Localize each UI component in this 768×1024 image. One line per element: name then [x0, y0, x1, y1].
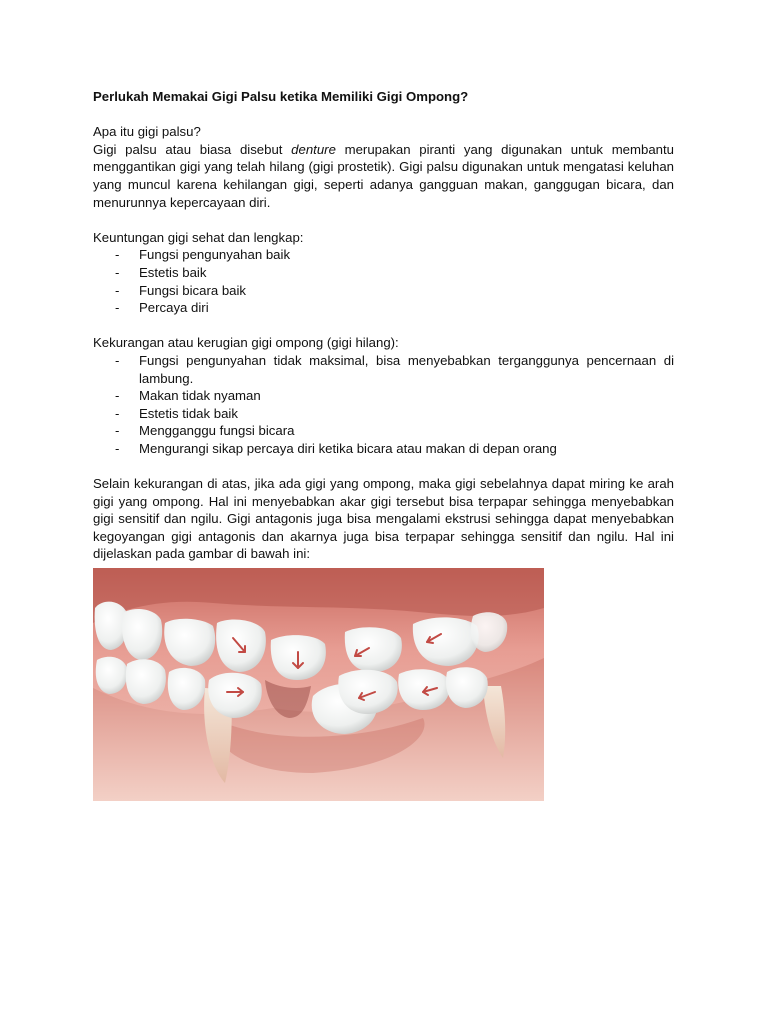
list-item: - Fungsi pengunyahan baik [93, 246, 674, 264]
list-item: - Percaya diri [93, 299, 674, 317]
definition-paragraph: Gigi palsu atau biasa disebut denture merupakan piranti yang digunakan untuk membantu menggantikan gigi yang telah hilang (gigi prostetik). Gigi palsu digunakan untuk mengatasi keluhan yang muncul karena kehilangan gigi, seperti adanya gangguan makan, ganggugan bicara, dan menurunnya kepercayaan diri. [93, 141, 674, 210]
list-item: - Estetis tidak baik [93, 405, 674, 423]
closing-paragraph: Selain kekurangan di atas, jika ada gigi yang ompong, maka gigi sebelahnya dapat miring ke arah gigi yang ompong. Hal ini menyebabkan akar gigi tersebut bisa terpapar sehingga menyebabkan gigi sensitif dan ngilu. Gigi antagonis juga bisa mengalami ekstrusi sehingga dapat menyebabkan kegoyangan gigi antagonis dan akarnya juga bisa terpapar sehingga sensitif dan ngilu. Hal ini dijelaskan pada gambar di bawah ini: [93, 476, 674, 562]
list-item: - Mengganggu fungsi bicara [93, 422, 674, 440]
drawbacks-heading: Kekurangan atau kerugian gigi ompong (gigi hilang): [93, 335, 399, 351]
teeth-illustration [93, 568, 544, 801]
list-item: - Mengurangi sikap percaya diri ketika bicara atau makan di depan orang [93, 440, 674, 458]
benefits-heading: Keuntungan gigi sehat dan lengkap: [93, 229, 304, 245]
benefits-list [93, 246, 674, 316]
question-heading: Apa itu gigi palsu? [93, 124, 201, 140]
list-item: - Fungsi pengunyahan tidak maksimal, bisa menyebabkan terganggunya pencernaan di lambung. [93, 352, 674, 387]
denture-term: denture [291, 141, 336, 157]
drawbacks-list [93, 352, 674, 458]
document-title: Perlukah Memakai Gigi Palsu ketika Memiliki Gigi Ompong? [93, 89, 469, 104]
list-item: - Fungsi bicara baik [93, 282, 674, 300]
list-item: - Makan tidak nyaman [93, 387, 674, 405]
document-body [93, 88, 674, 563]
list-item: - Estetis baik [93, 264, 674, 282]
